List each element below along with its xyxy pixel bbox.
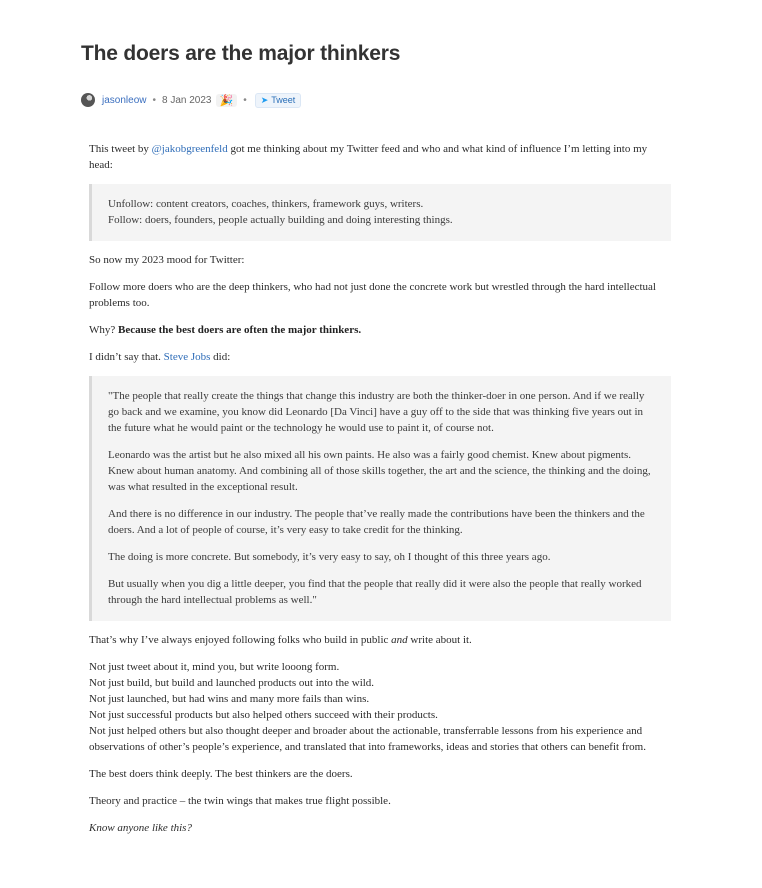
text: Why? xyxy=(89,324,119,336)
text: write about it. xyxy=(407,634,472,646)
list-line: Not just launched, but had wins and many more fails than wins. xyxy=(89,693,370,705)
paragraph xyxy=(89,349,671,365)
tweet-button[interactable] xyxy=(255,93,302,108)
author-avatar[interactable] xyxy=(81,93,95,107)
post-title: The doers are the major thinkers xyxy=(81,42,401,65)
blockquote-steve-jobs xyxy=(89,376,671,621)
paragraph: Theory and practice – the twin wings that makes true flight possible. xyxy=(89,795,391,807)
quote-paragraph: And there is no difference in our industry. The people that’ve really made the contributions have been the thinkers and the doers. And a lot of people of course, it’s very easy to take credit for the thinking. xyxy=(108,508,645,536)
text: That’s why I’ve always enjoyed following folks who build in public xyxy=(89,634,392,646)
party-popper-icon[interactable]: 🎉 xyxy=(216,94,238,107)
author-link[interactable]: jasonleow xyxy=(102,94,147,106)
quote-line: Follow: doers, founders, people actually building and doing interesting things. xyxy=(108,214,453,226)
list-line: Not just helped others but also thought deeper and broader about the actionable, transferrable lessons from his experience and observations of other’s people’s experience, and translated that into frameworks, ideas and stories that others can benefit from. xyxy=(89,725,646,753)
paragraph xyxy=(89,141,671,173)
steve-jobs-link[interactable]: Steve Jobs xyxy=(163,351,211,363)
quote-paragraph: But usually when you dig a little deeper, you find that the people that really did it were also the people that really worked through the hard intellectual problems as well." xyxy=(108,578,642,606)
paragraph: The best doers think deeply. The best thinkers are the doers. xyxy=(89,768,353,780)
closing-question: Know anyone like this? xyxy=(89,822,192,834)
post-body xyxy=(89,141,671,847)
paragraph xyxy=(89,820,671,836)
post-date: 8 Jan 2023 xyxy=(162,94,212,106)
not-just-list xyxy=(89,659,671,755)
quote-paragraph: Leonardo was the artist but he also mixed all his own paints. He also was a fairly good chemist. Knew about pigments. Knew about human anatomy. And combining all of those skills together, the art and the science, the thinking and the doing, was what resulted in the exceptional result. xyxy=(108,449,651,493)
separator-dot: • xyxy=(152,94,156,106)
bold-text: Because the best doers are often the major thinkers. xyxy=(118,324,362,336)
quote-paragraph: The doing is more concrete. But somebody, it’s very easy to say, oh I thought of this three years ago. xyxy=(108,551,551,563)
list-line: Not just build, but build and launched products out into the wild. xyxy=(89,677,375,689)
quote-line: Unfollow: content creators, coaches, thinkers, framework guys, writers. xyxy=(108,198,424,210)
paragraph xyxy=(89,322,671,338)
list-line: Not just tweet about it, mind you, but write looong form. xyxy=(89,661,340,673)
text: got me thinking about my Twitter feed and who and what kind of influence I’m letting into my head: xyxy=(89,143,648,171)
blockquote-unfollow xyxy=(89,184,671,241)
tweet-button-label: Tweet xyxy=(271,95,296,105)
quote-paragraph: "The people that really create the things that change this industry are both the thinker-doer in one person. And if we really go back and we examine, you know did Leonardo [Da Vinci] have a guy off to the side that was thinking five years out in the future what he would paint or the technology he would use to paint it, of course not. xyxy=(108,390,645,434)
list-line: Not just successful products but also helped others succeed with their products. xyxy=(89,709,438,721)
text: This tweet by xyxy=(89,143,152,155)
paragraph: So now my 2023 mood for Twitter: xyxy=(89,254,245,266)
emphasis-text: and xyxy=(391,634,408,646)
twitter-bird-icon: ➤ xyxy=(260,94,269,105)
post-meta xyxy=(81,92,301,108)
text: did: xyxy=(210,351,231,363)
text: I didn’t say that. xyxy=(89,351,164,363)
paragraph xyxy=(89,632,671,648)
paragraph: Follow more doers who are the deep thinkers, who had not just done the concrete work but wrestled through the hard intellectual problems too. xyxy=(89,281,656,309)
jakobgreenfeld-link[interactable]: @jakobgreenfeld xyxy=(151,143,228,155)
separator-dot: • xyxy=(243,94,247,106)
